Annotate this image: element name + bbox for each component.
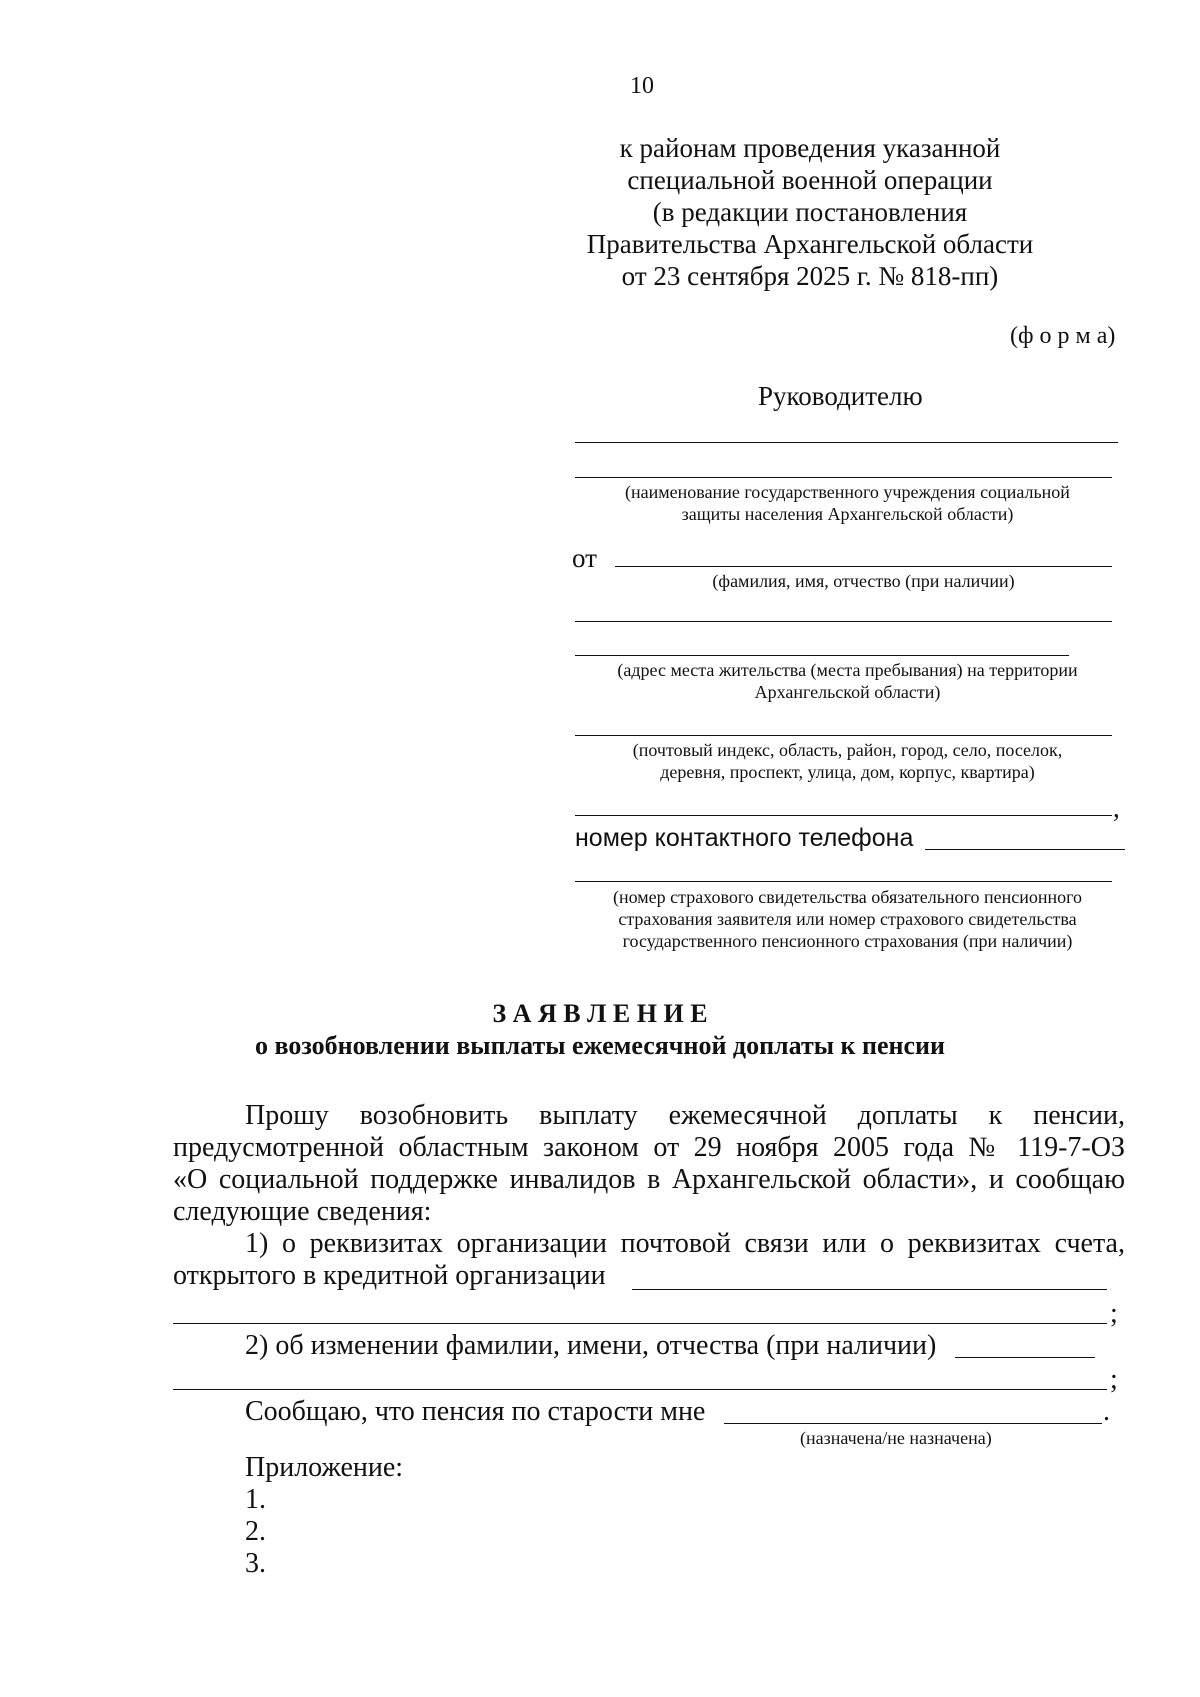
extra-address-line[interactable] <box>575 815 1112 816</box>
postal-caption <box>575 739 1120 783</box>
bank-details-line-2[interactable] <box>173 1323 1107 1324</box>
pension-status-line[interactable] <box>724 1423 1102 1424</box>
para1-line-2: предусмотренной областным законом от 29 ноября 2005 года № 119-7-ОЗ <box>173 1132 1125 1163</box>
caption-line: (наименование государственного учреждения социальной <box>625 482 1070 502</box>
pension-period: . <box>1103 1396 1110 1427</box>
name-line[interactable] <box>615 566 1112 567</box>
caption-line: Архангельской области) <box>754 682 941 702</box>
addressee-to: Руководителю <box>758 381 923 411</box>
document-subtitle: о возобновлении выплаты ежемесячной доплаты к пенсии <box>254 1031 946 1060</box>
caption-line: (номер страхового свидетельства обязательного пенсионного <box>612 887 1083 907</box>
para1-line-1: Прошу возобновить выплату ежемесячной доплаты к пенсии, <box>245 1100 1125 1131</box>
caption-line: защиты населения Архангельской области) <box>681 504 1014 524</box>
header-block <box>560 132 1060 292</box>
header-line: специальной военной операции <box>627 165 993 195</box>
item1-line-2: открытого в кредитной организации <box>173 1260 606 1291</box>
caption-line: деревня, проспект, улица, дом, корпус, квартира) <box>660 762 1035 782</box>
name-change-line-1[interactable] <box>955 1357 1095 1358</box>
item1-line-1: 1) о реквизитах организации почтовой связи или о реквизитах счета, <box>245 1228 1125 1259</box>
address-comma: , <box>1113 793 1120 823</box>
page-number: 10 <box>630 73 654 99</box>
insurance-line[interactable] <box>575 881 1112 882</box>
document-title: З А Я В Л Е Н И Е <box>492 999 708 1028</box>
caption-line: государственного пенсионного страхования (при наличии) <box>622 931 1073 951</box>
para1-line-3: «О социальной поддержке инвалидов в Архангельской области», и сообщаю <box>173 1164 1125 1195</box>
caption-line: страхования заявителя или номер страхового свидетельства <box>618 909 1077 929</box>
pension-caption: (назначена/не назначена) <box>800 1428 992 1448</box>
phone-line[interactable] <box>925 849 1125 850</box>
item2-semicolon: ; <box>1110 1364 1118 1395</box>
attachment-item: 2. <box>245 1516 266 1547</box>
institution-line-1[interactable] <box>575 442 1118 443</box>
attachment-item: 3. <box>245 1548 266 1579</box>
item1-semicolon: ; <box>1110 1298 1118 1329</box>
institution-line-2[interactable] <box>575 477 1112 478</box>
header-line: к районам проведения указанной <box>619 133 1001 163</box>
header-line: от 23 сентября 2025 г. № 818-пп) <box>621 261 999 291</box>
item2-text: 2) об изменении фамилии, имени, отчества (при наличии) <box>245 1330 937 1361</box>
para1-line-4: следующие сведения: <box>173 1196 432 1227</box>
attachment-label: Приложение: <box>245 1452 404 1483</box>
postal-line[interactable] <box>575 735 1112 736</box>
insurance-caption <box>575 886 1120 952</box>
phone-label: номер контактного телефона <box>575 824 914 852</box>
header-line: Правительства Архангельской области <box>586 229 1034 259</box>
forma-label: (ф о р м а) <box>1010 323 1116 349</box>
caption-line: (почтовый индекс, область, район, город, село, поселок, <box>632 740 1063 760</box>
address-caption <box>575 659 1120 703</box>
institution-caption <box>575 481 1120 525</box>
attachment-item: 1. <box>245 1484 266 1515</box>
header-line: (в редакции постановления <box>652 197 968 227</box>
pension-text: Сообщаю, что пенсия по старости мне <box>245 1396 706 1427</box>
name-caption: (фамилия, имя, отчество (при наличии) <box>712 571 1015 591</box>
from-label: от <box>572 543 597 573</box>
address-line-2[interactable] <box>575 655 1069 656</box>
bank-details-line-1[interactable] <box>632 1289 1107 1290</box>
caption-line: (адрес места жительства (места пребывания) на территории <box>617 660 1078 680</box>
name-change-line-2[interactable] <box>173 1389 1107 1390</box>
address-line-1[interactable] <box>575 621 1112 622</box>
